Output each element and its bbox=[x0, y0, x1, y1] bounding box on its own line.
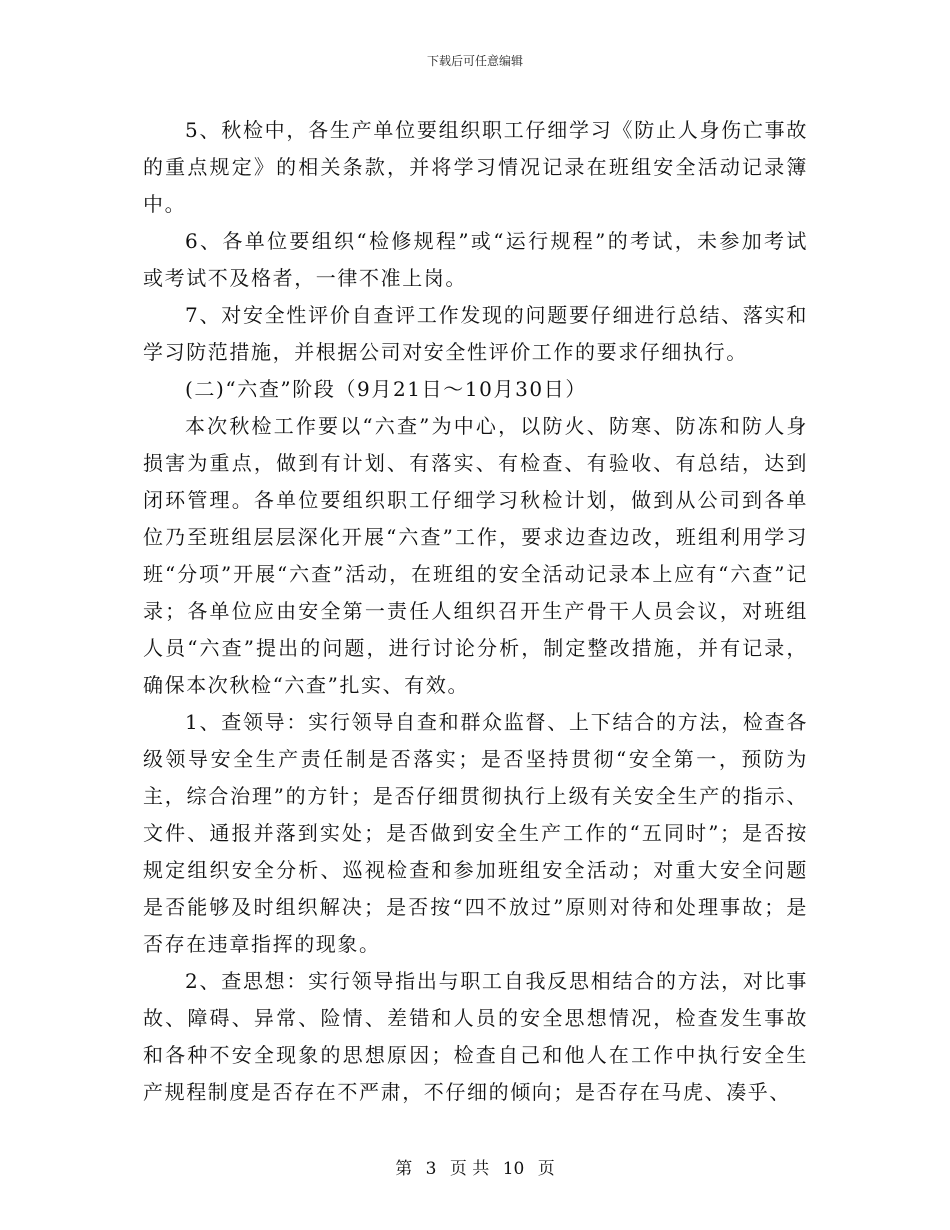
paragraph-six-checks-intro: 本次秋检工作要以“六查”为中心，以防火、防寒、防冻和防人身损害为重点，做到有计划、有落实、有检查、有验收、有总结，达到闭环管理。各单位要组织职工仔细学习秋检计划，做到从公司到各单位乃至班组层层深化开展“六查”工作，要求边查边改，班组利用学习班“分项”开展“六查”活动，在班组的安全活动记录本上应有“六查”记录；各单位应由安全第一责任人组织召开生产骨干人员会议，对班组人员“六查”提出的问题，进行讨论分析，制定整改措施，并有记录，确保本次秋检“六查”扎实、有效。 bbox=[143, 414, 808, 697]
paragraph-check-thinking: 2、查思想：实行领导指出与职工自我反思相结合的方法，对比事故、障碍、异常、险情、差错和人员的安全思想情况，检查发生事故和各种不安全现象的思想原因；检查自己和他人在工作中执行安全生产规程制度是否存在不严肃，不仔细的倾向；是否存在马虎、凑乎、 bbox=[143, 969, 808, 1104]
footer-suffix: 页 bbox=[537, 1159, 555, 1179]
page-footer bbox=[0, 1154, 950, 1179]
paragraph-check-leadership: 1、查领导：实行领导自查和群众监督、上下结合的方法，检查各级领导安全生产责任制是否落实；是否坚持贯彻“安全第一，预防为主，综合治理”的方针；是否仔细贯彻执行上级有关安全生产的指示、文件、通报并落到实处；是否做到安全生产工作的“五同时”；是否按规定组织安全分析、巡视检查和参加班组安全活动；对重大安全问题是否能够及时组织解决；是否按“四不放过”原则对待和处理事故；是否存在违章指挥的现象。 bbox=[143, 710, 808, 956]
footer-mid: 页 共 bbox=[449, 1159, 490, 1179]
footer-prefix: 第 bbox=[395, 1159, 413, 1179]
section-heading-six-checks: (二)“六查”阶段（9月21日～10月30日） bbox=[185, 377, 587, 401]
paragraph-item-5: 5、秋检中，各生产单位要组织职工仔细学习《防止人身伤亡事故的重点规定》的相关条款，并将学习情况记录在班组安全活动记录簿中。 bbox=[143, 118, 808, 216]
page-number: 3 bbox=[425, 1159, 437, 1179]
paragraph-item-7: 7、对安全性评价自查评工作发现的问题要仔细进行总结、落实和学习防范措施，并根据公司对安全性评价工作的要求仔细执行。 bbox=[143, 303, 808, 364]
paragraph-item-6: 6、各单位要组织“检修规程”或“运行规程”的考试，未参加考试或考试不及格者，一律不准上岗。 bbox=[143, 229, 808, 290]
page-total: 10 bbox=[502, 1159, 525, 1179]
page-header-note: 下载后可任意编辑 bbox=[426, 54, 523, 68]
document-body bbox=[143, 112, 808, 1111]
